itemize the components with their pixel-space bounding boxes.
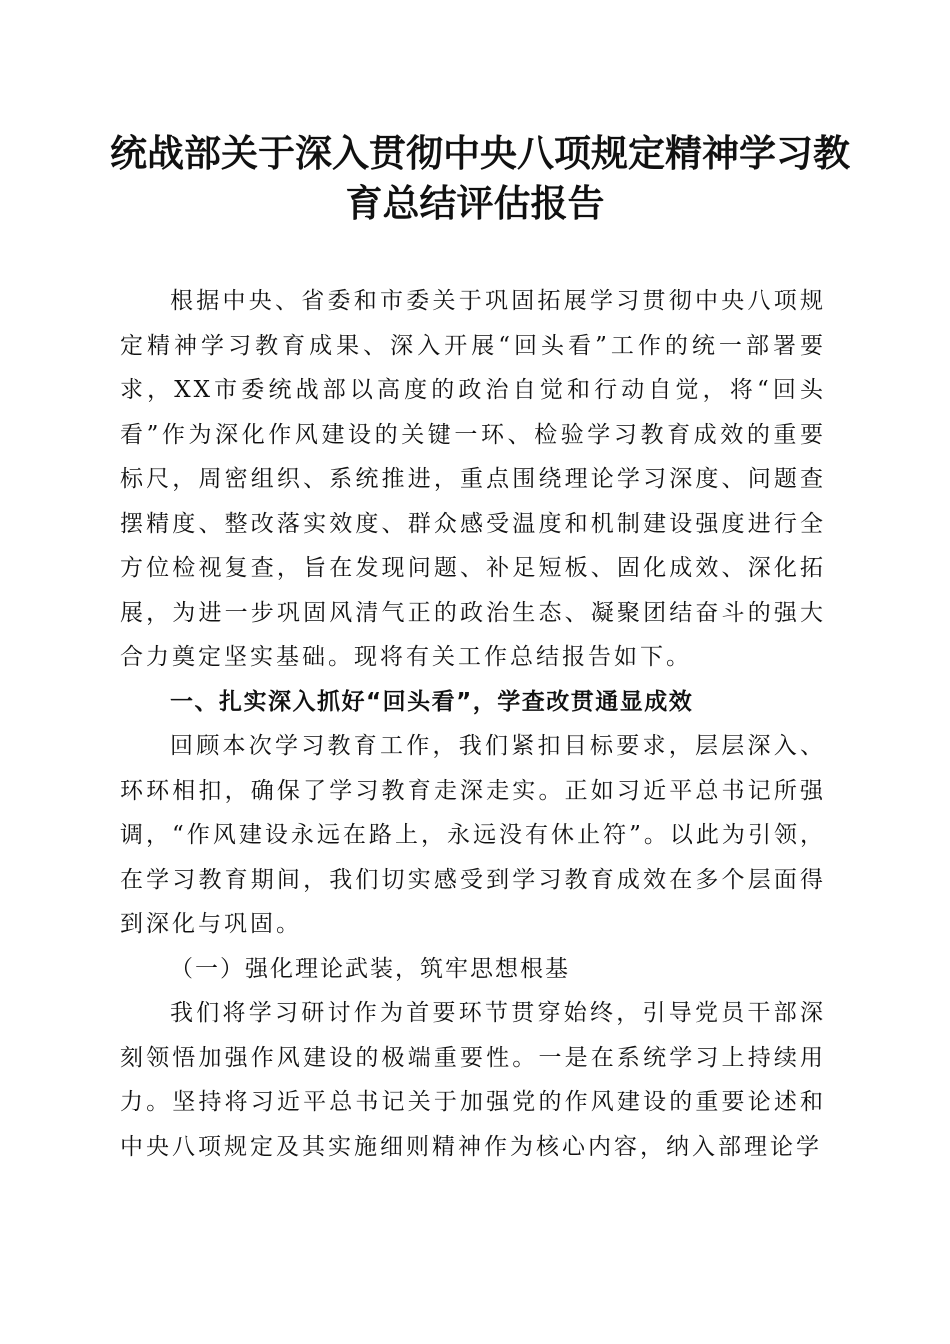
section-1-paragraph: 回顾本次学习教育工作，我们紧扣目标要求，层层深入、环环相扣，确保了学习教育走深走实。正如习近平总书记所强调，“作风建设永远在路上，永远没有休止符”。以此为引领，在学习教育期间，我们切实感受到学习教育成效在多个层面得到深化与巩固。 <box>120 733 826 937</box>
document-body <box>120 279 826 1169</box>
subsection-heading-1: （一）强化理论武装，筑牢思想根基 <box>170 955 570 982</box>
subsection-1-paragraph: 我们将学习研讨作为首要环节贯穿始终，引导党员干部深刻领悟加强作风建设的极端重要性。一是在系统学习上持续用力。坚持将习近平总书记关于加强党的作风建设的重要论述和中央八项规定及其实施细则精神作为核心内容，纳入部理论学 <box>120 1000 826 1160</box>
intro-paragraph: 根据中央、省委和市委关于巩固拓展学习贯彻中央八项规定精神学习教育成果、深入开展“回头看”工作的统一部署要求，XX市委统战部以高度的政治自觉和行动自觉，将“回头看”作为深化作风建设的关键一环、检验学习教育成效的重要标尺，周密组织、系统推进，重点围绕理论学习深度、问题查摆精度、整改落实效度、群众感受温度和机制建设强度进行全方位检视复查，旨在发现问题、补足短板、固化成效、深化拓展，为进一步巩固风清气正的政治生态、凝聚团结奋斗的强大合力奠定坚实基础。现将有关工作总结报告如下。 <box>120 288 826 670</box>
section-heading-1: 一、扎实深入抓好“回头看”，学查改贯通显成效 <box>170 688 694 715</box>
title-line-2: 育总结评估报告 <box>345 181 605 225</box>
document-title <box>110 128 850 228</box>
title-line-1: 统战部关于深入贯彻中央八项规定精神学习教 <box>110 131 850 175</box>
